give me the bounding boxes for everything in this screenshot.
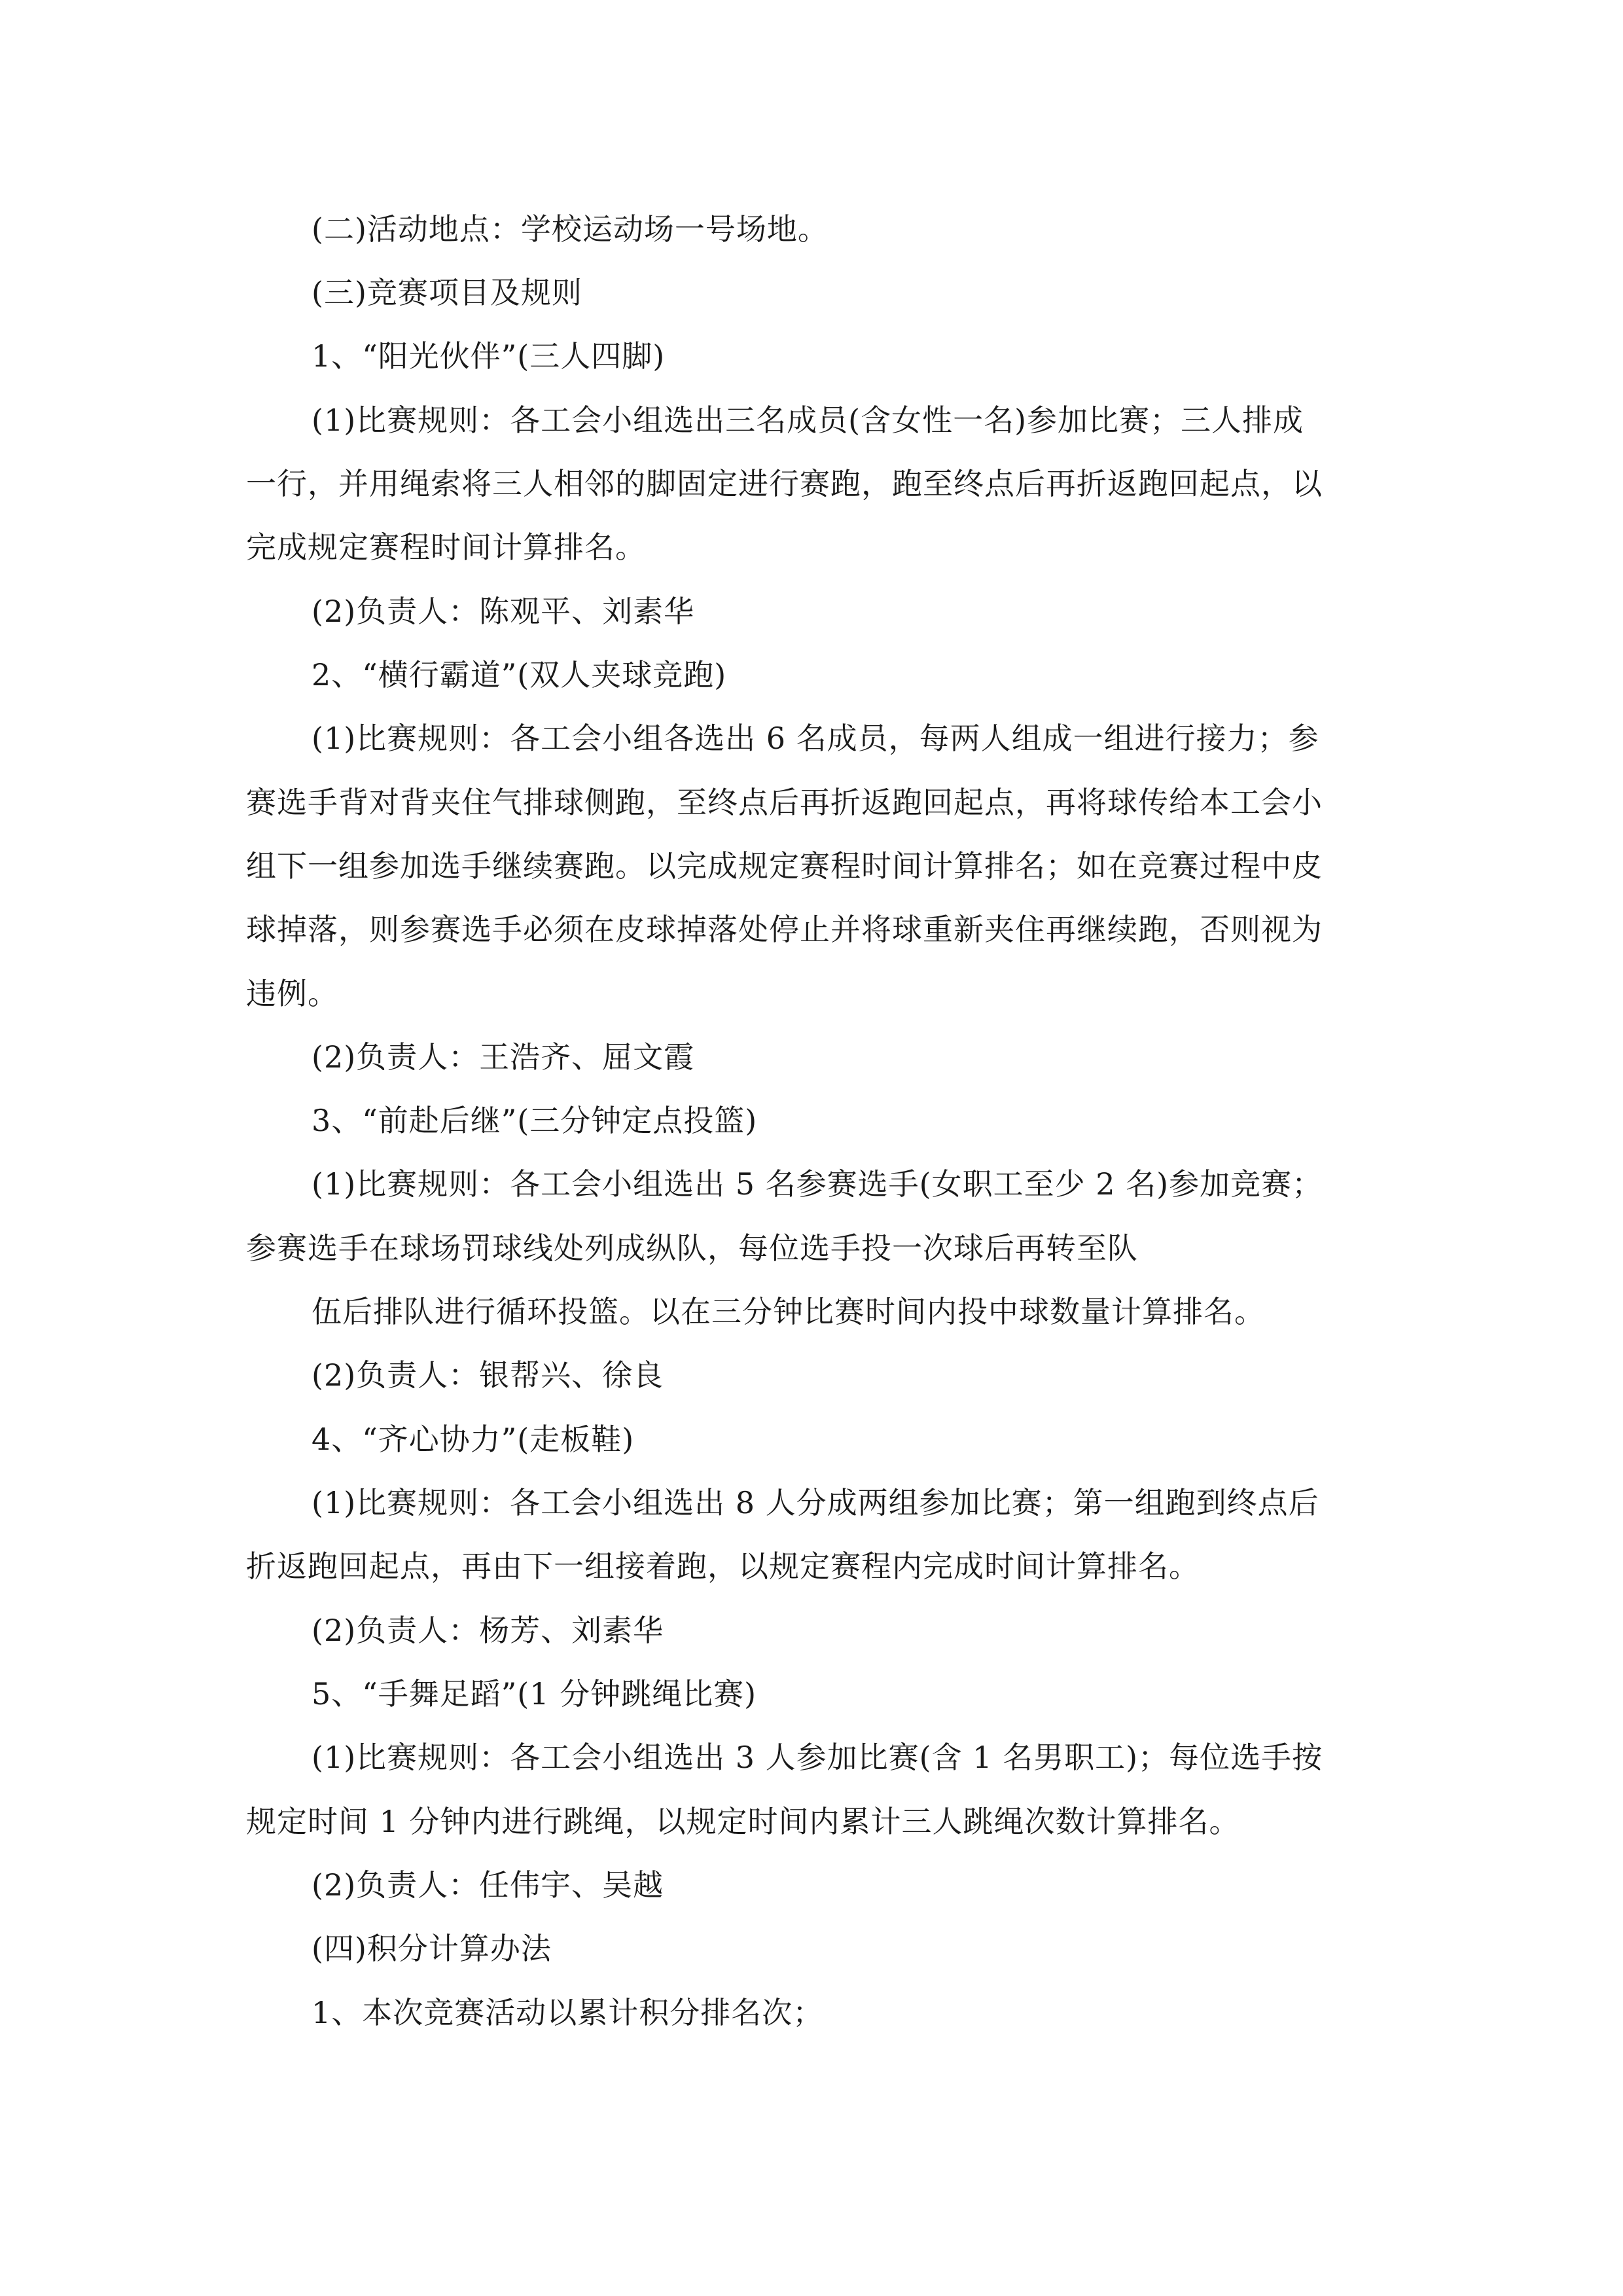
event-4-owner: (2)负责人：杨芳、刘素华: [312, 1613, 664, 1648]
event-3-owner: (2)负责人：银帮兴、徐良: [312, 1357, 664, 1393]
event-5-rule-line: 规定时间 1 分钟内进行跳绳，以规定时间内累计三人跳绳次数计算排名。: [246, 1804, 1240, 1839]
scoring-item-1: 1、本次竞赛活动以累计积分排名次；: [312, 1995, 824, 2030]
event-2-rule-line: 违例。: [246, 976, 338, 1011]
section-venue: (二)活动地点：学校运动场一号场地。: [312, 211, 829, 247]
event-2-rule-line: 组下一组参加选手继续赛跑。以完成规定赛程时间计算排名；如在竞赛过程中皮: [246, 848, 1323, 884]
event-4-rule-line: (1)比赛规则：各工会小组选出 8 人分成两组参加比赛；第一组跑到终点后: [312, 1485, 1319, 1520]
event-2-rule-line: 球掉落，则参赛选手必须在皮球掉落处停止并将球重新夹住再继续跑，否则视为: [246, 912, 1323, 947]
event-1-rule-line: 一行，并用绳索将三人相邻的脚固定进行赛跑，跑至终点后再折返跑回起点，以: [246, 466, 1323, 501]
event-1-title: 1、“阳光伙伴”(三人四脚): [312, 338, 666, 374]
event-1-rule-line: (1)比赛规则：各工会小组选出三名成员(含女性一名)参加比赛；三人排成: [312, 403, 1304, 438]
event-5-owner: (2)负责人：任伟宇、吴越: [312, 1867, 664, 1903]
event-3-title: 3、“前赴后继”(三分钟定点投篮): [312, 1103, 758, 1138]
event-1-rule-line: 完成规定赛程时间计算排名。: [246, 529, 646, 565]
event-5-title: 5、“手舞足蹈”(1 分钟跳绳比赛): [312, 1676, 757, 1712]
event-2-rule-line: (1)比赛规则：各工会小组各选出 6 名成员，每两人组成一组进行接力；参: [312, 721, 1319, 756]
event-2-owner: (2)负责人：王浩齐、屈文霞: [312, 1039, 695, 1075]
event-4-rule-line: 折返跑回起点，再由下一组接着跑，以规定赛程内完成时间计算排名。: [246, 1549, 1200, 1584]
event-2-rule-line: 赛选手背对背夹住气排球侧跑，至终点后再折返跑回起点，再将球传给本工会小: [246, 785, 1323, 820]
event-2-title: 2、“横行霸道”(双人夹球竞跑): [312, 657, 727, 692]
event-3-rule-line: 伍后排队进行循环投篮。以在三分钟比赛时间内投中球数量计算排名。: [312, 1294, 1265, 1329]
section-heading-scoring: (四)积分计算办法: [312, 1931, 552, 1966]
event-1-owner: (2)负责人：陈观平、刘素华: [312, 594, 695, 629]
event-3-rule-line: (1)比赛规则：各工会小组选出 5 名参赛选手(女职工至少 2 名)参加竞赛；: [312, 1166, 1323, 1202]
event-4-title: 4、“齐心协力”(走板鞋): [312, 1422, 635, 1457]
event-5-rule-line: (1)比赛规则：各工会小组选出 3 人参加比赛(含 1 名男职工)；每位选手按: [312, 1740, 1323, 1775]
section-heading-rules: (三)竞赛项目及规则: [312, 275, 582, 310]
event-3-rule-line: 参赛选手在球场罚球线处列成纵队，每位选手投一次球后再转至队: [246, 1230, 1138, 1266]
